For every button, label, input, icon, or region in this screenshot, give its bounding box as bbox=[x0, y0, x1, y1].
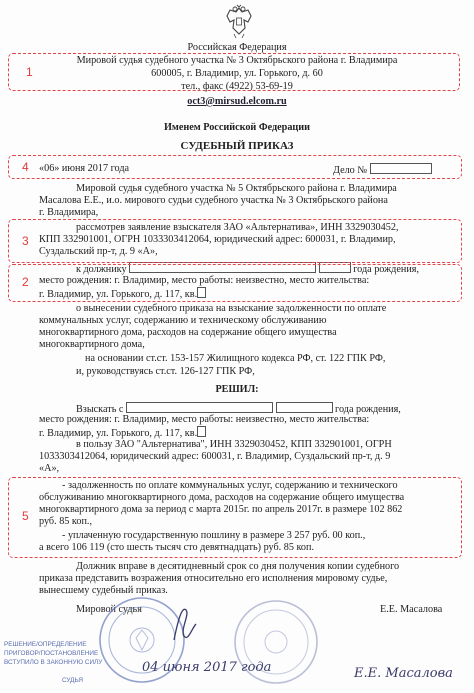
marker-3: 3 bbox=[22, 234, 29, 248]
marker-4: 4 bbox=[22, 160, 29, 174]
footer-line-1: Должник вправе в десятидневный срок со дня получения копии судебного bbox=[76, 561, 400, 572]
marker-1: 1 bbox=[26, 65, 33, 79]
debt-line-2: обслуживанию многоквартирного дома, расходов на содержание общего имущества bbox=[39, 492, 405, 503]
intro-line-1: Мировой судья судебного участка № 5 Октябрьского района г. Владимира bbox=[76, 183, 397, 194]
case-number-label: Дело № bbox=[333, 163, 432, 177]
country-name: Российская Федерация bbox=[187, 42, 287, 53]
debt-line-1: - задолженность по оплате коммунальных услуг, содержанию и технического bbox=[62, 480, 398, 491]
decision-line-3: г. Владимир, ул. Горького, д. 117, кв. bbox=[39, 426, 206, 440]
marker-5: 5 bbox=[22, 509, 29, 523]
claimant-line-3: Суздальский пр-т, д. 9 «А», bbox=[39, 246, 158, 257]
annotation-box-claimant bbox=[8, 219, 462, 263]
claimant-line-1: рассмотрев заявление взыскателя ЗАО «Альтернатива», ИНН 3329030452, bbox=[76, 222, 399, 233]
coat-of-arms-emblem bbox=[224, 4, 254, 40]
debtor-line-3: г. Владимир, ул. Горького, д. 117, кв. bbox=[39, 287, 206, 301]
marker-2: 2 bbox=[22, 275, 29, 289]
decision-heading: РЕШИЛ: bbox=[215, 384, 259, 395]
decision-line-6: «А», bbox=[39, 463, 60, 474]
decision-debtor-name-redacted bbox=[126, 402, 273, 413]
annotation-box-date bbox=[8, 155, 462, 179]
in-name-of-rf: Именем Российской Федерации bbox=[163, 122, 311, 133]
court-address: 600005, г. Владимир, ул. Горького, д. 60 bbox=[151, 68, 323, 79]
decision-line-5: 1033303412064, юридический адрес: 600031, г. Владимир, Суздальский пр-т, д. 9 bbox=[39, 451, 391, 462]
issue-line-2: коммунальных услуг, содержанию и техническому обслуживанию bbox=[39, 315, 327, 326]
issue-line-3: многоквартирного дома, расходов на содержание общего имущества bbox=[39, 327, 337, 338]
judge-name: Е.Е. Масалова bbox=[380, 604, 443, 615]
handwritten-signature: Е.Е. Масалова bbox=[354, 666, 453, 681]
handwritten-date: 04 июня 2017 года bbox=[142, 660, 272, 675]
issue-line-1: о вынесении судебного приказа на взыскание задолженности по оплате bbox=[76, 303, 387, 314]
annotation-box-court bbox=[8, 53, 460, 91]
decision-debtor-birth-redacted bbox=[276, 402, 333, 413]
decision-line-2: место рождения: г. Владимир, место работы: неизвестно, место жительства: bbox=[39, 414, 370, 425]
court-round-stamp bbox=[230, 592, 322, 690]
court-name-line: Мировой судья судебного участка № 3 Октябрьского района г. Владимира bbox=[76, 55, 398, 66]
debt-line-3: многоквартирного дома за период с марта 2015г. по апрель 2017г. в размере 102 862 bbox=[39, 504, 403, 515]
footer-line-2: приказа представить возражения относительно его исполнения мировому судье, bbox=[39, 573, 388, 584]
decision-line-4: в пользу ЗАО "Альтернатива", ИНН 3329030452, КПП 332901001, ОГРН bbox=[76, 439, 392, 450]
debtor-line-1: к должнику года рождения, bbox=[76, 264, 420, 275]
legal-basis-2: и, руководствуясь ст.ст. 126-127 ГПК РФ, bbox=[76, 366, 255, 377]
issue-line-4: многоквартирного дома, bbox=[39, 339, 145, 350]
intro-line-3: г. Владимира, bbox=[39, 207, 99, 218]
claimant-line-2: КПП 332901001, ОГРН 1033303412064, юридический адрес: 600031, г. Владимир, bbox=[39, 234, 396, 245]
order-date: «06» июня 2017 года bbox=[39, 163, 130, 174]
court-phone: тел., факс (4922) 53-69-19 bbox=[181, 81, 293, 92]
decision-line-1: Взыскать с года рождения, bbox=[76, 404, 401, 415]
annotation-box-debtor bbox=[8, 264, 462, 302]
footer-line-3: вынесшему судебный приказ. bbox=[39, 585, 168, 596]
fee-line: - уплаченную государственную пошлину в размере 3 257 руб. 00 коп., bbox=[62, 530, 366, 541]
legal-basis-1: на основании ст.ст. 153-157 Жилищного кодекса РФ, ст. 122 ГПК РФ, bbox=[85, 353, 386, 364]
debt-line-4: руб. 85 коп., bbox=[39, 516, 93, 527]
decision-apartment-redacted bbox=[197, 426, 206, 437]
intro-line-2: Масалова Е.Е., и.о. мирового судьи судебного участка № 3 Октябрьского района bbox=[39, 195, 388, 206]
debtor-line-2: место рождения: г. Владимир, место работы: неизвестно, место жительства: bbox=[39, 275, 370, 286]
judge-title: Мировой судья bbox=[76, 604, 142, 615]
total-line: а всего 106 119 (сто шесть тысяч сто девятнадцать) руб. 85 коп. bbox=[39, 542, 315, 553]
document-title: СУДЕБНЫЙ ПРИКАЗ bbox=[180, 140, 294, 152]
legal-force-stamp: РЕШЕНИЕ/ОПРЕДЕЛЕНИЕ ПРИГОВОР/ПОСТАНОВЛЕНИЕ ВСТУПИЛО В ЗАКОННУЮ СИЛУ СУДЬЯ bbox=[4, 641, 103, 684]
annotation-box-amounts bbox=[8, 477, 462, 558]
court-email[interactable]: oct3@mirsud.elcom.ru bbox=[187, 96, 287, 107]
judge-signature-top bbox=[166, 600, 200, 648]
